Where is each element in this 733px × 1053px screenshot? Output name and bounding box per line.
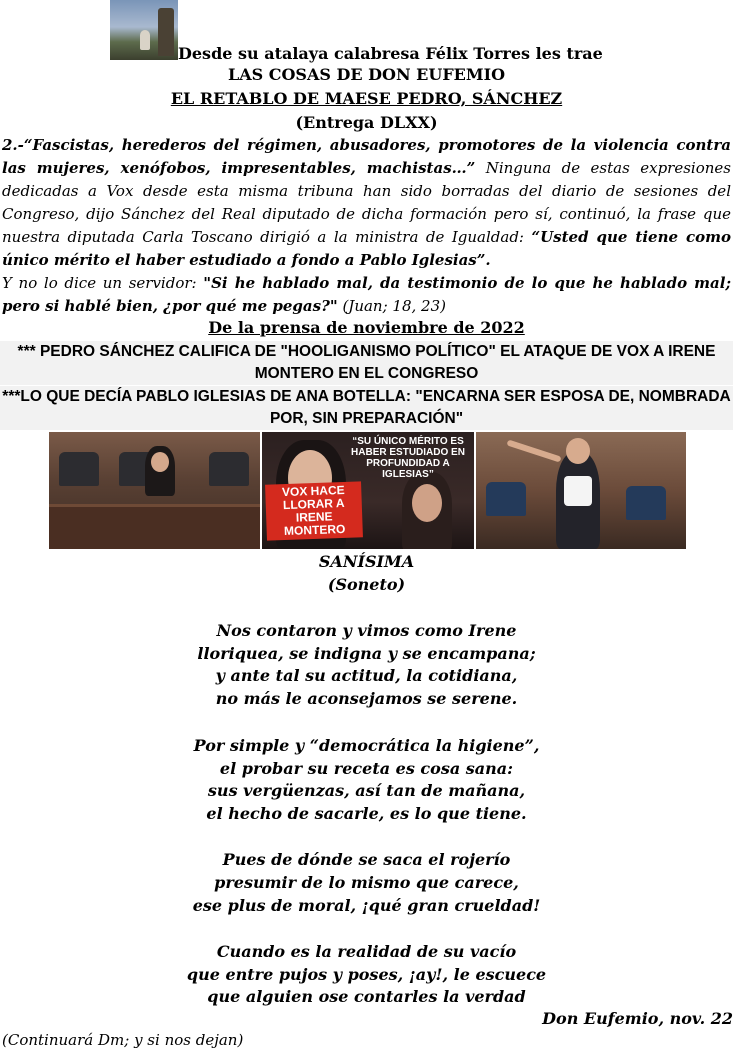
photo-banner: VOX HACE LLORAR A IRENE MONTERO bbox=[265, 481, 363, 540]
poem-title: SANÍSIMA bbox=[318, 552, 415, 571]
article-paragraph bbox=[2, 134, 731, 272]
signature: Don Eufemio, nov. 22 bbox=[542, 1009, 733, 1028]
poem-line: lloriquea, se indigna y se encampana; bbox=[197, 644, 536, 663]
poem-line: Por simple y “democrática la higiene”, bbox=[193, 736, 540, 755]
press-heading: De la prensa de noviembre de 2022 bbox=[208, 318, 525, 337]
poem-line: ese plus de moral, ¡qué gran crueldad! bbox=[192, 896, 541, 915]
poem-subtitle: (Soneto) bbox=[327, 575, 406, 594]
person-silhouette bbox=[140, 30, 150, 50]
quote-john: "Si he hablado mal, da testimonio de lo que he hablado mal; pero si hablé bien, ¿por qué me pegas?" bbox=[2, 274, 732, 315]
poem-line: que entre pujos y poses, ¡ay!, le escuece bbox=[186, 965, 547, 984]
article-text-2: Y no lo dice un servidor: bbox=[2, 274, 204, 292]
poem-line: y ante tal su actitud, la cotidiana, bbox=[215, 666, 518, 685]
headline-2: ***LO QUE DECÍA PABLO IGLESIAS DE ANA BOTELLA: "ENCARNA SER ESPOSA DE, NOMBRADA POR, SIN PREPARACIÓN" bbox=[0, 386, 733, 430]
quote-insults: 2.-“Fascistas, herederos del régimen, abusadores, promotores de la violencia contra las mujeres, xenófobos, impresentables, machistas…” bbox=[2, 136, 731, 177]
article-text-1: Ninguna de estas expresiones dedicadas a Vox desde esta misma tribuna han sido borradas del diario de sesiones del Congreso, dijo Sánchez del Real diputado de dicha formación pero sí, continuó, la frase que nuestra diputada Carla Toscano dirigió a la ministra de Igualdad: bbox=[2, 159, 731, 246]
poem-line: que alguien ose contarles la verdad bbox=[207, 987, 526, 1006]
closing-paragraph bbox=[2, 272, 731, 318]
poem-line: Nos contaron y vimos como Irene bbox=[216, 621, 517, 640]
poem-line: el hecho de sacarle, es lo que tiene. bbox=[206, 804, 527, 823]
author-photo bbox=[110, 0, 178, 60]
poem-line: el probar su receta es cosa sana: bbox=[219, 759, 514, 778]
poem-line: sus vergüenzas, así tan de mañana, bbox=[207, 781, 526, 800]
poem-line: Cuando es la realidad de su vacío bbox=[216, 942, 517, 961]
header-intro: Desde su atalaya calabresa Félix Torres les trae bbox=[178, 44, 603, 63]
photo-vox-quote bbox=[262, 432, 474, 549]
poem-line: Pues de dónde se saca el rojerío bbox=[222, 850, 511, 869]
installment: (Entrega DLXX) bbox=[295, 113, 438, 132]
headline-1: *** PEDRO SÁNCHEZ CALIFICA DE "HOOLIGANISMO POLÍTICO" EL ATAQUE DE VOX A IRENE MONTERO EN EL CONGRESO bbox=[0, 341, 733, 385]
quote-toscano: “Usted que tiene como único mérito el haber estudiado a fondo a Pablo Iglesias”. bbox=[2, 228, 731, 269]
poem-line: no más le aconsejamos se serene. bbox=[215, 689, 518, 708]
poem-line: presumir de lo mismo que carece, bbox=[214, 873, 519, 892]
bible-reference: (Juan; 18, 23) bbox=[337, 297, 446, 315]
photo-montero-speaking bbox=[476, 432, 686, 549]
photo-quote: “SU ÚNICO MÉRITO ES HABER ESTUDIADO EN PROFUNDIDAD A IGLESIAS” bbox=[351, 436, 465, 480]
footer-note: (Continuará Dm; y si nos dejan) bbox=[2, 1031, 244, 1049]
photo-congress-seat bbox=[49, 432, 260, 549]
article-title: EL RETABLO DE MAESE PEDRO, SÁNCHEZ bbox=[170, 89, 563, 108]
rock-shape bbox=[158, 8, 174, 56]
section-title: LAS COSAS DE DON EUFEMIO bbox=[227, 65, 506, 84]
